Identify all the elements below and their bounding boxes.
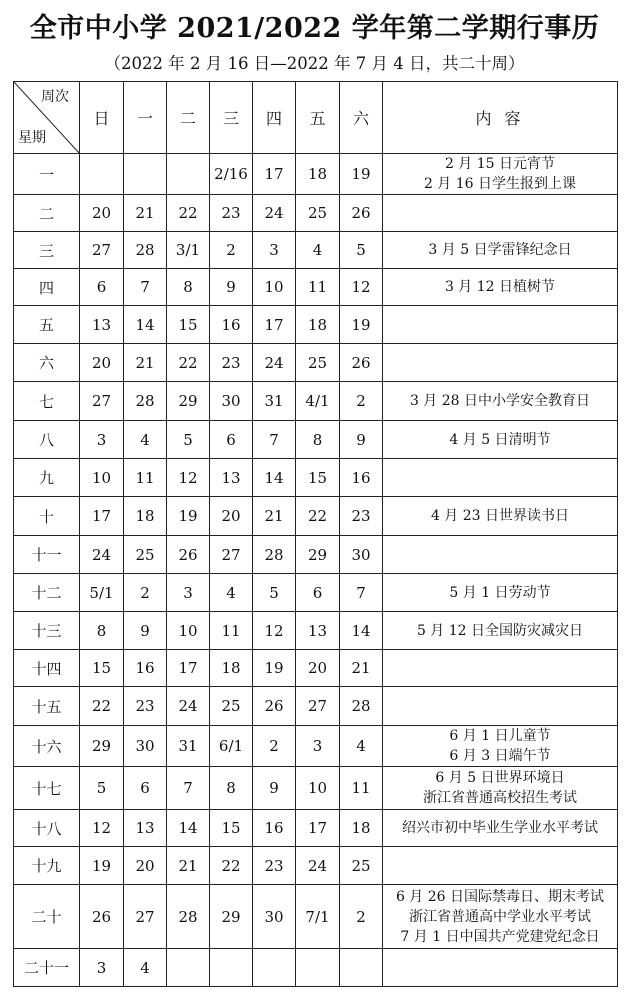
week-number-cell: 十八 (14, 810, 80, 847)
event-content-cell (383, 459, 618, 497)
week-row (14, 810, 618, 847)
date-cell: 7/1 (296, 885, 340, 949)
date-cell: 24 (253, 344, 296, 382)
date-cell (210, 949, 253, 987)
date-cell: 20 (80, 195, 124, 232)
date-cell: 26 (340, 344, 383, 382)
header-day-sun: 日 (80, 82, 124, 154)
date-cell: 15 (167, 306, 210, 344)
calendar-body (14, 154, 618, 987)
event-content-cell (383, 232, 618, 269)
event-content-cell (383, 574, 618, 612)
date-cell (124, 154, 167, 195)
week-row (14, 382, 618, 421)
date-cell: 18 (340, 810, 383, 847)
date-cell: 11 (210, 612, 253, 650)
date-cell: 23 (253, 847, 296, 885)
event-content-cell (383, 949, 618, 987)
date-cell: 15 (80, 650, 124, 687)
event-content-cell (383, 885, 618, 949)
date-cell: 18 (296, 306, 340, 344)
week-number-cell: 一 (14, 154, 80, 195)
date-cell: 3 (80, 421, 124, 459)
date-cell: 2 (210, 232, 253, 269)
week-row (14, 767, 618, 810)
event-line: 2 月 15 日元宵节 (444, 156, 556, 172)
date-cell: 26 (253, 687, 296, 726)
date-cell: 11 (340, 767, 383, 810)
date-cell: 2 (253, 726, 296, 767)
week-row (14, 885, 618, 949)
date-cell: 10 (296, 767, 340, 810)
date-cell (167, 949, 210, 987)
date-cell: 28 (124, 382, 167, 421)
date-cell: 3/1 (167, 232, 210, 269)
date-cell: 6 (80, 269, 124, 306)
event-line: 3 月 5 日学雷锋纪念日 (428, 242, 572, 258)
page-title: 全市中小学 2021/2022 学年第二学期行事历 (29, 13, 600, 44)
date-cell (340, 949, 383, 987)
date-cell: 20 (124, 847, 167, 885)
date-cell: 29 (296, 536, 340, 574)
date-cell: 12 (253, 612, 296, 650)
header-day-sat: 六 (340, 82, 383, 154)
date-cell: 17 (296, 810, 340, 847)
event-line: 5 月 1 日劳动节 (449, 584, 551, 601)
date-cell: 14 (340, 612, 383, 650)
week-number-cell: 三 (14, 232, 80, 269)
event-content-cell (383, 497, 618, 536)
date-cell: 18 (296, 154, 340, 195)
event-line: 7 月 1 日中国共产党建党纪念日 (400, 928, 600, 945)
date-cell: 29 (167, 382, 210, 421)
date-cell: 25 (124, 536, 167, 574)
header-corner-cell (14, 82, 80, 154)
date-cell: 27 (296, 687, 340, 726)
date-cell: 8 (80, 612, 124, 650)
date-cell: 28 (340, 687, 383, 726)
date-cell: 19 (340, 306, 383, 344)
event-content-cell (383, 767, 618, 810)
date-cell: 16 (124, 650, 167, 687)
week-number-cell: 十一 (14, 536, 80, 574)
date-cell: 17 (80, 497, 124, 536)
date-cell: 31 (167, 726, 210, 767)
week-number-cell: 七 (14, 382, 80, 421)
date-cell: 7 (124, 269, 167, 306)
date-cell: 16 (253, 810, 296, 847)
page-subtitle: （2022 年 2 月 16 日—2022 年 7 月 4 日，共二十周） (104, 54, 525, 73)
week-number-cell: 六 (14, 344, 80, 382)
event-line: 5 月 12 日全国防灾减灾日 (416, 622, 584, 639)
header-content: 内 容 (383, 82, 618, 154)
event-content-cell (383, 421, 618, 459)
date-cell: 7 (167, 767, 210, 810)
date-cell: 22 (167, 195, 210, 232)
date-cell: 15 (296, 459, 340, 497)
event-content-cell (383, 382, 618, 421)
week-number-cell: 八 (14, 421, 80, 459)
date-cell: 14 (253, 459, 296, 497)
date-cell: 19 (340, 154, 383, 195)
date-cell: 11 (124, 459, 167, 497)
event-content-cell (383, 726, 618, 767)
event-content-cell (383, 650, 618, 687)
date-cell: 22 (296, 497, 340, 536)
date-cell: 25 (210, 687, 253, 726)
date-cell: 27 (80, 232, 124, 269)
date-cell: 24 (253, 195, 296, 232)
date-cell: 8 (167, 269, 210, 306)
date-cell: 3 (80, 949, 124, 987)
header-day-wed: 三 (210, 82, 253, 154)
week-number-cell: 十三 (14, 612, 80, 650)
date-cell: 8 (210, 767, 253, 810)
week-number-cell: 十九 (14, 847, 80, 885)
event-content-cell (383, 847, 618, 885)
week-row (14, 497, 618, 536)
header-day-fri: 五 (296, 82, 340, 154)
event-line: 浙江省普通高中学业水平考试 (409, 908, 591, 925)
calendar-table (13, 81, 618, 987)
event-line: 4 月 23 日世界读书日 (430, 508, 570, 524)
date-cell: 16 (210, 306, 253, 344)
date-cell: 4 (340, 726, 383, 767)
date-cell: 27 (210, 536, 253, 574)
date-cell: 12 (80, 810, 124, 847)
date-cell: 4 (210, 574, 253, 612)
week-row (14, 459, 618, 497)
date-cell: 21 (253, 497, 296, 536)
date-cell: 7 (340, 574, 383, 612)
event-line: 浙江省普通高校招生考试 (423, 790, 577, 806)
date-cell: 3 (253, 232, 296, 269)
date-cell: 22 (80, 687, 124, 726)
date-cell: 30 (340, 536, 383, 574)
date-cell: 4 (296, 232, 340, 269)
date-cell: 9 (340, 421, 383, 459)
date-cell: 14 (167, 810, 210, 847)
event-content-cell (383, 344, 618, 382)
date-cell: 20 (296, 650, 340, 687)
date-cell: 21 (124, 195, 167, 232)
date-cell: 11 (296, 269, 340, 306)
date-cell: 25 (296, 195, 340, 232)
date-cell (80, 154, 124, 195)
week-number-cell: 二十 (14, 885, 80, 949)
date-cell: 26 (167, 536, 210, 574)
event-content-cell (383, 154, 618, 195)
week-number-cell: 十五 (14, 687, 80, 726)
date-cell: 5 (167, 421, 210, 459)
date-cell: 6 (296, 574, 340, 612)
event-content-cell (383, 687, 618, 726)
week-number-cell: 十二 (14, 574, 80, 612)
date-cell: 22 (210, 847, 253, 885)
date-cell: 13 (80, 306, 124, 344)
date-cell: 20 (210, 497, 253, 536)
date-cell: 16 (340, 459, 383, 497)
week-row (14, 687, 618, 726)
date-cell: 4/1 (296, 382, 340, 421)
week-row (14, 232, 618, 269)
week-row (14, 536, 618, 574)
week-row (14, 650, 618, 687)
corner-label-week: 周次 (41, 89, 69, 105)
event-line: 6 月 26 日国际禁毒日、期末考试 (395, 888, 605, 905)
date-cell: 23 (210, 195, 253, 232)
date-cell: 9 (210, 269, 253, 306)
week-number-cell: 二十一 (14, 949, 80, 987)
date-cell: 28 (253, 536, 296, 574)
date-cell: 28 (124, 232, 167, 269)
date-cell: 6 (210, 421, 253, 459)
date-cell: 4 (124, 421, 167, 459)
week-number-cell: 九 (14, 459, 80, 497)
event-line: 6 月 3 日端午节 (449, 748, 551, 764)
date-cell: 27 (124, 885, 167, 949)
date-cell: 10 (167, 612, 210, 650)
event-line: 绍兴市初中毕业生学业水平考试 (402, 820, 598, 836)
date-cell: 19 (253, 650, 296, 687)
date-cell: 10 (80, 459, 124, 497)
date-cell: 21 (167, 847, 210, 885)
header-day-tue: 二 (167, 82, 210, 154)
date-cell: 13 (210, 459, 253, 497)
week-row (14, 612, 618, 650)
date-cell: 9 (253, 767, 296, 810)
date-cell: 31 (253, 382, 296, 421)
event-line: 2 月 16 日学生报到上课 (423, 176, 577, 192)
date-cell: 17 (253, 306, 296, 344)
date-cell: 4 (124, 949, 167, 987)
date-cell: 23 (124, 687, 167, 726)
date-cell: 22 (167, 344, 210, 382)
event-content-cell (383, 306, 618, 344)
week-number-cell: 十 (14, 497, 80, 536)
date-cell: 19 (80, 847, 124, 885)
week-row (14, 306, 618, 344)
week-row (14, 195, 618, 232)
date-cell: 12 (340, 269, 383, 306)
event-line: 6 月 1 日儿童节 (449, 728, 551, 744)
week-row (14, 949, 618, 987)
date-cell: 29 (210, 885, 253, 949)
date-cell: 21 (340, 650, 383, 687)
event-content-cell (383, 612, 618, 650)
week-number-cell: 二 (14, 195, 80, 232)
event-content-cell (383, 269, 618, 306)
date-cell: 2 (124, 574, 167, 612)
header-day-mon: 一 (124, 82, 167, 154)
date-cell: 30 (253, 885, 296, 949)
event-line: 6 月 5 日世界环境日 (435, 770, 565, 786)
week-row (14, 344, 618, 382)
event-content-cell (383, 195, 618, 232)
event-line: 4 月 5 日清明节 (449, 431, 551, 448)
corner-label-weekday: 星期 (18, 130, 46, 146)
event-content-cell (383, 536, 618, 574)
event-line: 3 月 12 日植树节 (444, 279, 556, 295)
date-cell: 28 (167, 885, 210, 949)
date-cell: 30 (210, 382, 253, 421)
date-cell: 21 (124, 344, 167, 382)
date-cell: 25 (296, 344, 340, 382)
date-cell: 17 (167, 650, 210, 687)
date-cell: 23 (210, 344, 253, 382)
date-cell: 2 (340, 885, 383, 949)
week-number-cell: 四 (14, 269, 80, 306)
date-cell: 12 (167, 459, 210, 497)
date-cell: 24 (80, 536, 124, 574)
date-cell: 24 (296, 847, 340, 885)
date-cell: 3 (167, 574, 210, 612)
date-cell: 19 (167, 497, 210, 536)
week-number-cell: 十四 (14, 650, 80, 687)
date-cell (253, 949, 296, 987)
week-row (14, 421, 618, 459)
date-cell: 3 (296, 726, 340, 767)
week-number-cell: 十六 (14, 726, 80, 767)
week-row (14, 726, 618, 767)
date-cell: 7 (253, 421, 296, 459)
header-day-thu: 四 (253, 82, 296, 154)
date-cell: 6 (124, 767, 167, 810)
week-row (14, 154, 618, 195)
date-cell: 30 (124, 726, 167, 767)
date-cell: 2/16 (210, 154, 253, 195)
date-cell: 5 (80, 767, 124, 810)
date-cell: 23 (340, 497, 383, 536)
header-row (14, 82, 618, 154)
week-row (14, 847, 618, 885)
date-cell (296, 949, 340, 987)
date-cell: 29 (80, 726, 124, 767)
date-cell: 15 (210, 810, 253, 847)
week-row (14, 269, 618, 306)
date-cell: 10 (253, 269, 296, 306)
date-cell: 5/1 (80, 574, 124, 612)
date-cell: 17 (253, 154, 296, 195)
date-cell: 13 (296, 612, 340, 650)
date-cell: 6/1 (210, 726, 253, 767)
date-cell (167, 154, 210, 195)
week-row (14, 574, 618, 612)
date-cell: 2 (340, 382, 383, 421)
date-cell: 25 (340, 847, 383, 885)
week-number-cell: 五 (14, 306, 80, 344)
event-content-cell (383, 810, 618, 847)
date-cell: 5 (253, 574, 296, 612)
date-cell: 18 (210, 650, 253, 687)
date-cell: 5 (340, 232, 383, 269)
date-cell: 24 (167, 687, 210, 726)
date-cell: 8 (296, 421, 340, 459)
date-cell: 14 (124, 306, 167, 344)
date-cell: 9 (124, 612, 167, 650)
date-cell: 26 (80, 885, 124, 949)
date-cell: 27 (80, 382, 124, 421)
date-cell: 18 (124, 497, 167, 536)
date-cell: 20 (80, 344, 124, 382)
date-cell: 13 (124, 810, 167, 847)
date-cell: 26 (340, 195, 383, 232)
week-number-cell: 十七 (14, 767, 80, 810)
event-line: 3 月 28 日中小学安全教育日 (409, 393, 591, 409)
